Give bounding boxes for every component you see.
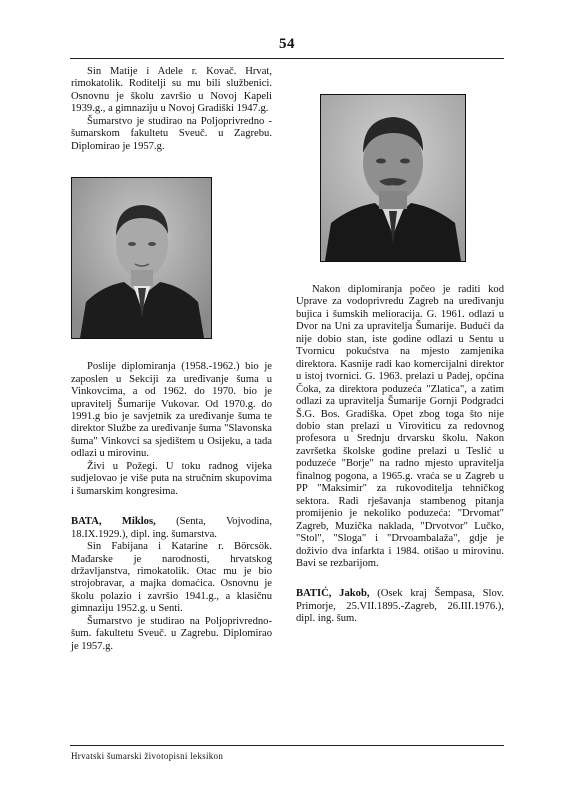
batic-name: BATIĆ, Jakob, <box>296 588 370 600</box>
entry-career: Poslije diplomiranja (1958.-1962.) bio je zaposlen u Sekciji za uređivanje šuma u Vinkovcima, a od 1962. do 1970. bio je upravitelj Šumarije Vukovar. Od 1970.g. do 1991.g bio je savjetnik za uređivanje šuma te direktor Službe za uređivanje šuma "Slavonska šuma" Vinkovci sa sjedištem u Osijeku, a tada odlazi u mirovinu. <box>71 361 272 460</box>
entry-retirement: Živi u Požegi. U toku radnog vijeka sudjelovao je više puta na stručnim skupovima i šumarskim kongresima. <box>71 460 272 497</box>
portrait-photo-right-image <box>321 95 465 261</box>
batic-heading-details: (Osek kraj Šempasa, Slov. Primorje, 25.VII.1895.-Zagreb, 26.III.1976.), dipl. ing. šum. <box>296 588 504 625</box>
footer-rule <box>70 745 504 746</box>
header-rule <box>70 58 504 59</box>
entry-studies: Šumarstvo je studirao na Poljoprivredno - šumarskom fakultetu Sveuč. u Zagrebu. Diplomirao je 1957.g. <box>71 115 272 152</box>
portrait-photo-left-image <box>72 178 211 338</box>
bata-name: BATA, Miklos, <box>71 516 156 528</box>
bata-heading-details: (Senta, Vojvodina, 18.IX.1929.), dipl. ing. šumarstva. <box>71 516 272 540</box>
bata-career: Nakon diplomiranja počeo je raditi kod Uprave za vodoprivredu Zagreb na uređivanju bujica i šumskih melioracija. G. 1961. odlazi u Dvor na Uni za upravitelja Šumarije. Budući da nije dobio stan, iste godine odlazi u Sentu u Tvornicu pokućstva na mjesto zamjenika direktora. Kasnije radi kao komercijalni direktor u istoj tvornici. G. 1963. prelazi u Padej, općina Čoka, za direktora poduzeća "Zlatica", a zatim odlazi za upravitelja Šumarije Gornji Podgradci Š.G. Bos. Gradiška. Opet zbog toga što nije dobio stan prelazi u Viroviticu za redovnog profesora u Srednju drvarsku školu. Nakon završetka školske godine prelazi u Teslić u poduzeće "Borje" na radno mjesto upravitelja finalnog pogona, a 1965.g. vraća se u Zagreb u PP "Maksimir" za rukovoditelja tehničkog sektora. Radi rješavanja stambenog pitanja promijenio je nekoliko poduzeća: "Drvomat" Zagreb, Muzička naklada, "Drvotvor" Lučko, "Stol", "Sloga" i "Drvoambalaža", gdje je doživio dva infarkta i 1984. otišao u mirovinu. Bavi se rezbarijom. <box>296 284 504 569</box>
page-number: 54 <box>279 36 295 52</box>
portrait-photo-left <box>71 177 212 339</box>
bata-studies: Šumarstvo je studirao na Poljoprivredno-šum. fakultetu Sveuč. u Zagrebu. Diplomirao je 1957.g. <box>71 615 272 652</box>
bata-entry-heading <box>71 516 272 541</box>
bata-biography: Sin Fabijana i Katarine r. Börcsök. Mađarske je narodnosti, hrvatskog državljanstva, rimokatolik. Otac mu je bio strojobravar, a majka domaćica. Osnovnu je školu polazio i završio 1941.g., a klasičnu gimnaziju 1952.g. u Senti. <box>71 541 272 615</box>
footer-title: Hrvatski šumarski životopisni leksikon <box>71 751 224 761</box>
batic-entry-heading <box>296 588 504 625</box>
portrait-photo-right <box>320 94 466 262</box>
left-column <box>71 66 272 653</box>
right-column <box>296 66 504 626</box>
entry-intro: Sin Matije i Adele r. Kovač. Hrvat, rimokatolik. Roditelji su mu bili službenici. Osnovnu je školu završio u Novoj Kapeli 1939.g., a gimnaziju u Novoj Gradiški 1947.g. <box>71 66 272 115</box>
